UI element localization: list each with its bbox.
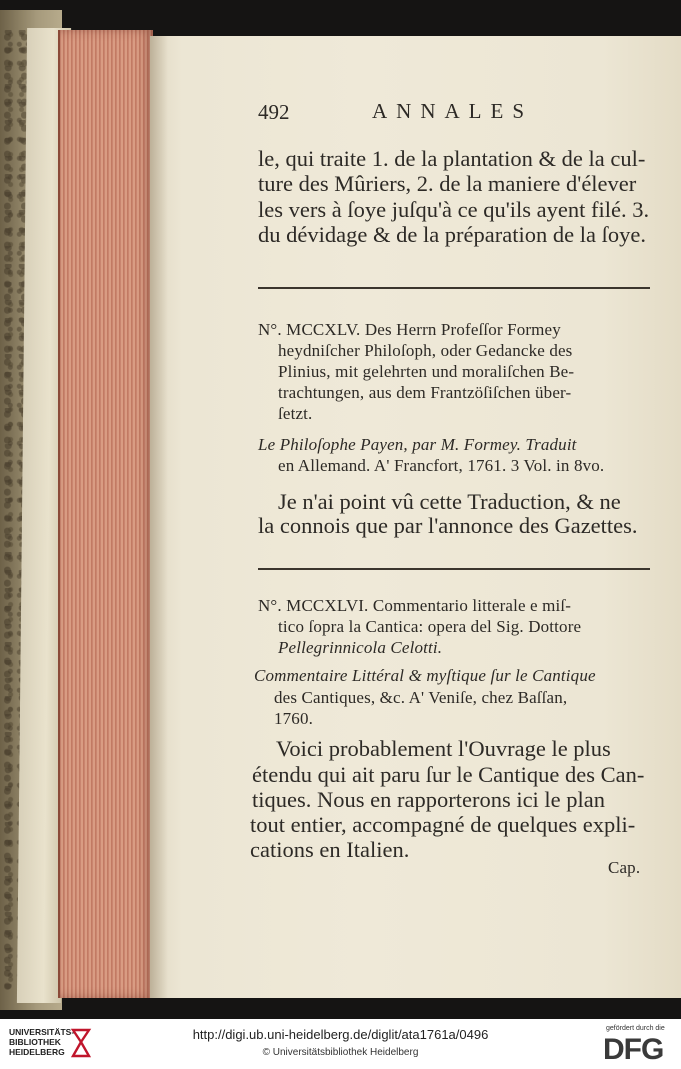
text-line: les vers à ſoye juſqu'à ce qu'ils ayent filé. 3.	[258, 197, 650, 222]
permalink-url[interactable]: http://digi.ub.uni-heidelberg.de/diglit/ata1761a/0496	[192, 1027, 489, 1042]
entry-heading-line: Pellegrinnicola Celotti.	[278, 638, 443, 657]
library-name-line: BIBLIOTHEK	[9, 1037, 61, 1047]
french-title-line: 1760.	[274, 709, 313, 728]
library-name-line: HEIDELBERG	[9, 1047, 65, 1057]
copyright-notice: © Universitätsbibliothek Heidelberg	[262, 1047, 419, 1058]
section-rule	[258, 287, 650, 289]
section-rule	[258, 568, 650, 570]
text-line: ture des Mûriers, 2. de la maniere d'élever	[258, 171, 637, 196]
catchword: Cap.	[608, 858, 641, 877]
french-title-line: en Allemand. A' Francfort, 1761. 3 Vol. in 8vo.	[278, 456, 605, 475]
dfg-logo: DFG	[603, 1033, 664, 1066]
entry-heading-line: tico ſopra la Cantica: opera del Sig. Dottore	[278, 617, 582, 636]
french-title-line: des Cantiques, &c. A' Veniſe, chez Baſſan,	[274, 688, 568, 707]
viewer-footer	[0, 1019, 681, 1069]
comment-line: cations en Italien.	[250, 837, 410, 862]
sponsor-label: gefördert durch die	[606, 1025, 665, 1032]
french-title-line: Le Philoſophe Payen, par M. Formey. Traduit	[258, 435, 577, 454]
entry-heading-line: N°. MCCXLV. Des Herrn Profeſſor Formey	[258, 320, 561, 339]
comment-line: tiques. Nous en rapporterons ici le plan	[252, 787, 606, 812]
comment-line: la connois que par l'annonce des Gazettes.	[258, 513, 638, 538]
entry-heading-line: trachtungen, aus dem Frantzöſiſchen über-	[278, 383, 572, 402]
comment-line: étendu qui ait paru ſur le Cantique des Can-	[252, 762, 645, 787]
comment-line: tout entier, accompagné de quelques expli-	[250, 812, 636, 837]
page-edges	[58, 30, 153, 998]
gutter-shadow	[150, 36, 168, 998]
text-line: du dévidage & de la préparation de la ſoye.	[258, 222, 646, 247]
entry-heading-line: Plinius, mit gelehrten und moraliſchen Be-	[278, 362, 575, 381]
entry-heading-line: ſetzt.	[278, 404, 313, 423]
text-line: le, qui traite 1. de la plantation & de la cul-	[258, 146, 646, 171]
library-name-line: UNIVERSITÄTS-	[9, 1027, 75, 1037]
entry-heading-line: heydniſcher Philoſoph, oder Gedancke des	[278, 341, 573, 360]
running-head: ANNALES	[372, 99, 533, 123]
french-title-line: Commentaire Littéral & myſtique ſur le Cantique	[254, 666, 596, 685]
page-number: 492	[258, 100, 290, 124]
comment-line: Voici probablement l'Ouvrage le plus	[276, 736, 611, 761]
comment-line: Je n'ai point vû cette Traduction, & ne	[278, 489, 621, 514]
entry-heading-line: N°. MCCXLVI. Commentario litterale e miſ-	[258, 596, 572, 615]
